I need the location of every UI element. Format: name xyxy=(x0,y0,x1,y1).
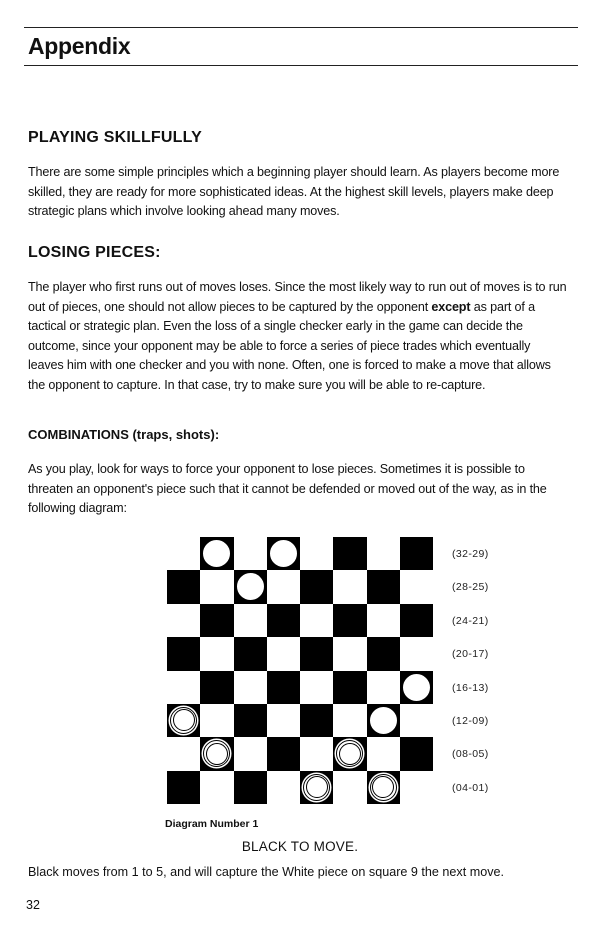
board-square xyxy=(400,570,433,603)
board-square xyxy=(333,704,366,737)
board-square xyxy=(167,604,200,637)
board-square xyxy=(200,570,233,603)
board-square xyxy=(367,671,400,704)
board-square xyxy=(367,570,400,603)
black-checker-piece xyxy=(170,707,197,734)
board-square xyxy=(400,704,433,737)
board-square xyxy=(333,604,366,637)
board-square xyxy=(200,604,233,637)
checkerboard xyxy=(167,537,433,804)
board-square xyxy=(400,671,433,704)
board-square xyxy=(200,637,233,670)
body-text-part: The player who first runs out of moves loses. Since the most likely way to run out of moves is to run out of pieces, one should not allow pieces to be captured by the opponent xyxy=(28,280,567,314)
board-square xyxy=(267,537,300,570)
board-square xyxy=(400,771,433,804)
board-square xyxy=(167,537,200,570)
board-square xyxy=(234,737,267,770)
black-checker-piece xyxy=(303,774,330,801)
board-square xyxy=(300,704,333,737)
section-body-playing-skillfully: There are some simple principles which a beginning player should learn. As players become more skilled, they are ready for more sophisticated ideas. At the highest skill levels, players make deep strategic plans which involve looking ahead many moves. xyxy=(28,165,560,218)
board-square xyxy=(300,771,333,804)
board-square xyxy=(200,537,233,570)
board-square xyxy=(200,671,233,704)
checkerboard-diagram xyxy=(167,537,433,804)
board-square xyxy=(300,537,333,570)
diagram-note: Black moves from 1 to 5, and will capture the White piece on square 9 the next move. xyxy=(28,865,505,879)
board-square xyxy=(234,671,267,704)
board-square xyxy=(400,604,433,637)
board-square xyxy=(333,637,366,670)
board-square xyxy=(300,671,333,704)
board-square xyxy=(367,537,400,570)
to-move-label: BLACK TO MOVE. xyxy=(241,839,359,854)
board-square xyxy=(267,737,300,770)
board-square xyxy=(367,737,400,770)
title-underline-rule xyxy=(24,65,578,66)
rank-label: (04-01) xyxy=(452,781,489,794)
section-heading-combinations: COMBINATIONS (traps, shots): xyxy=(28,427,220,442)
rank-label: (28-25) xyxy=(452,581,489,594)
white-checker-piece xyxy=(370,707,397,734)
rank-label: (32-29) xyxy=(452,548,489,560)
board-square xyxy=(367,604,400,637)
board-square xyxy=(234,604,267,637)
board-square xyxy=(167,671,200,704)
board-square xyxy=(167,570,200,603)
board-square xyxy=(267,771,300,804)
page-title: Appendix xyxy=(28,33,131,59)
rank-label: (12-09) xyxy=(452,715,489,727)
board-square xyxy=(400,737,433,770)
section-heading-losing-pieces: LOSING PIECES: xyxy=(28,244,161,261)
board-square xyxy=(333,737,366,770)
board-square xyxy=(267,637,300,670)
board-square xyxy=(200,771,233,804)
white-checker-piece xyxy=(203,540,230,567)
board-square xyxy=(333,537,366,570)
board-square xyxy=(300,737,333,770)
section-heading-playing-skillfully: PLAYING SKILLFULLY xyxy=(28,129,202,146)
body-text-part: as part of a tactical or strategic plan. Even the loss of a single checker early in the game can decide the outcome, since your opponent may be able to force a series of piece trades which eventually leaves him with one checker and you with none. Often, one is forced to make a move that allows the opponent to capture. In that case, try to make sure you will be able to re-capture. xyxy=(28,299,551,392)
black-checker-piece xyxy=(336,740,363,767)
board-square xyxy=(367,771,400,804)
top-rule xyxy=(24,27,578,28)
emphasis-except: except xyxy=(431,299,471,314)
board-square xyxy=(167,637,200,670)
board-square xyxy=(200,704,233,737)
board-square xyxy=(234,704,267,737)
rank-label: (20-17) xyxy=(452,648,489,661)
white-checker-piece xyxy=(403,674,430,701)
board-square xyxy=(234,537,267,570)
board-square xyxy=(267,704,300,737)
board-square xyxy=(234,637,267,670)
board-square xyxy=(267,604,300,637)
board-square xyxy=(300,637,333,670)
board-square xyxy=(400,637,433,670)
board-square xyxy=(367,704,400,737)
rank-label: (16-13) xyxy=(452,681,489,694)
board-square xyxy=(167,771,200,804)
board-square xyxy=(234,771,267,804)
board-square xyxy=(300,570,333,603)
board-square xyxy=(300,604,333,637)
rank-label: (24-21) xyxy=(452,614,489,627)
board-square xyxy=(333,771,366,804)
board-square xyxy=(267,671,300,704)
board-square xyxy=(367,637,400,670)
section-body-losing-pieces xyxy=(28,278,568,395)
black-checker-piece xyxy=(370,774,397,801)
board-square xyxy=(234,570,267,603)
board-square xyxy=(333,671,366,704)
page-number: 32 xyxy=(26,898,40,912)
board-square xyxy=(200,737,233,770)
diagram-caption: Diagram Number 1 xyxy=(165,818,259,830)
board-square xyxy=(167,704,200,737)
board-square xyxy=(400,537,433,570)
section-body-combinations: As you play, look for ways to force your opponent to lose pieces. Sometimes it is possible to threaten an opponent's piece such that it cannot be defended or moved out of the way, as in the following diagram: xyxy=(28,462,547,515)
board-square xyxy=(167,737,200,770)
board-square xyxy=(267,570,300,603)
black-checker-piece xyxy=(203,740,230,767)
rank-label: (08-05) xyxy=(452,748,489,761)
white-checker-piece xyxy=(270,540,297,567)
white-checker-piece xyxy=(237,573,264,600)
board-square xyxy=(333,570,366,603)
